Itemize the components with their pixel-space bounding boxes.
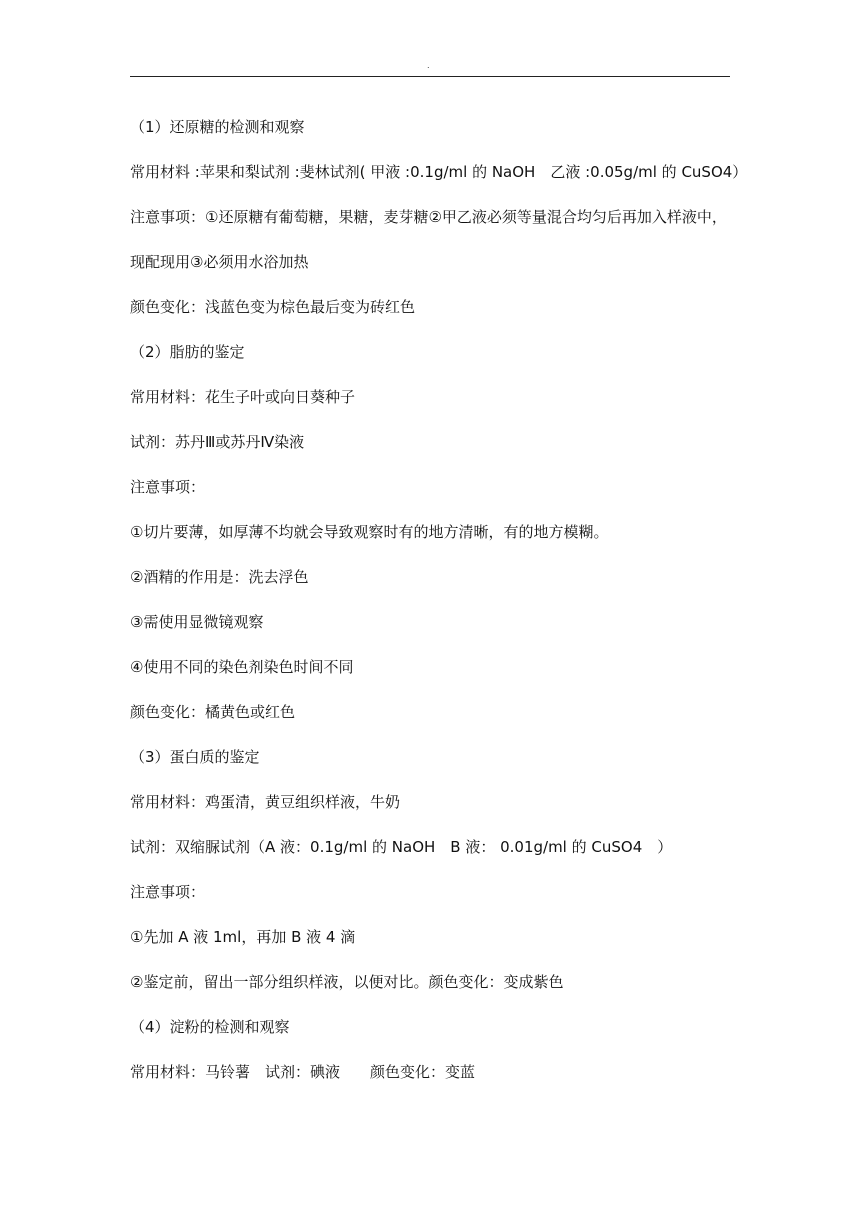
section-heading-fat: （2）脂肪的鉴定 — [130, 343, 245, 361]
section-heading-starch: （4）淀粉的检测和观察 — [130, 1018, 290, 1036]
text-line: 颜色变化：浅蓝色变为棕色最后变为砖红色 — [130, 298, 416, 316]
text-line: ②鉴定前，留出一部分组织样液，以便对比。颜色变化：变成紫色 — [130, 973, 564, 991]
text-line: 常用材料：马铃薯 试剂：碘液 颜色变化：变蓝 — [130, 1063, 476, 1081]
text-line: 注意事项：①还原糖有葡萄糖，果糖，麦芽糖②甲乙液必须等量混合均匀后再加入样液中， — [130, 208, 727, 226]
text-line: 注意事项： — [130, 478, 206, 496]
text-line: 现配现用③必须用水浴加热 — [130, 253, 309, 271]
text-line: 试剂：苏丹Ⅲ或苏丹Ⅳ染液 — [130, 433, 305, 451]
text-line: 颜色变化：橘黄色或红色 — [130, 703, 296, 721]
section-heading-reducing-sugar: （1）还原糖的检测和观察 — [130, 118, 305, 136]
header-mark: . — [427, 61, 430, 70]
document-body — [130, 116, 770, 1106]
text-line: ③需使用显微镜观察 — [130, 613, 264, 631]
text-line: ④使用不同的染色剂染色时间不同 — [130, 658, 354, 676]
text-line: ①先加 A 液 1ml，再加 B 液 4 滴 — [130, 928, 356, 946]
text-line: 试剂：双缩脲试剂（A 液：0.1g/ml 的 NaOH B 液： 0.01g/ml 的 CuSO4 ） — [130, 838, 673, 856]
text-line: 常用材料 :苹果和梨试剂 :斐林试剂( 甲液 :0.1g/ml 的 NaOH 乙液 :0.05g/ml 的 CuSO4） — [130, 163, 748, 181]
text-line: 常用材料：花生子叶或向日葵种子 — [130, 388, 356, 406]
header-rule — [130, 76, 730, 77]
section-heading-protein: （3）蛋白质的鉴定 — [130, 748, 260, 766]
text-line: 常用材料：鸡蛋清，黄豆组织样液，牛奶 — [130, 793, 401, 811]
text-line: 注意事项： — [130, 883, 206, 901]
text-line: ①切片要薄，如厚薄不均就会导致观察时有的地方清晰，有的地方模糊。 — [130, 523, 609, 541]
text-line: ②酒精的作用是：洗去浮色 — [130, 568, 309, 586]
